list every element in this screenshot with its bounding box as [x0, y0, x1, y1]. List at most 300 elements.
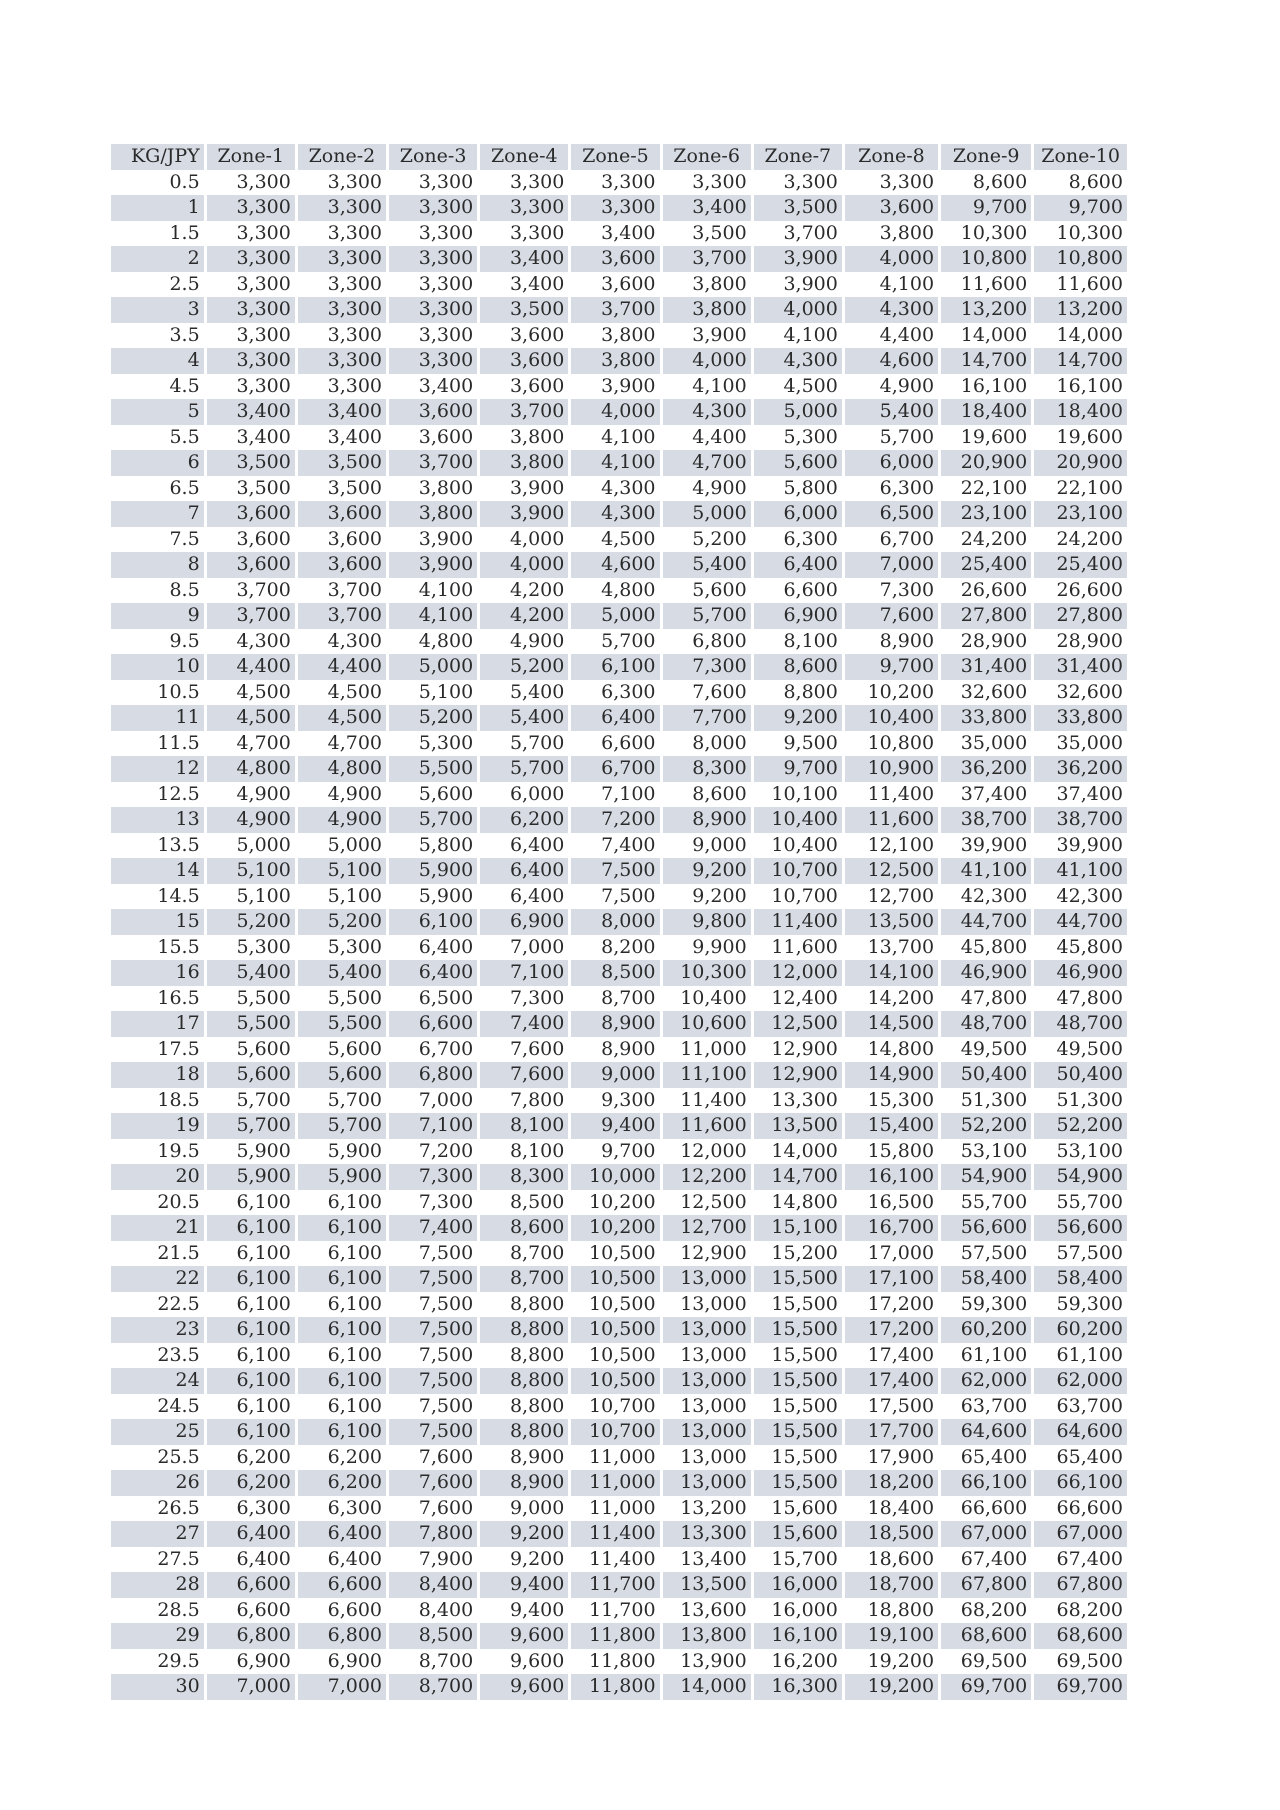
weight-cell: 9 — [111, 603, 205, 629]
rate-cell: 3,600 — [388, 399, 479, 425]
rate-cell: 38,700 — [940, 807, 1033, 833]
rate-cell: 9,300 — [570, 1088, 661, 1114]
rate-cell: 14,000 — [1033, 323, 1127, 349]
rate-cell: 8,900 — [479, 1470, 570, 1496]
rate-cell: 35,000 — [940, 731, 1033, 757]
rate-cell: 4,300 — [296, 629, 387, 655]
table-row — [111, 501, 1127, 527]
table-row — [111, 195, 1127, 221]
rate-cell: 4,100 — [570, 450, 661, 476]
rate-cell: 13,000 — [661, 1368, 752, 1394]
rate-cell: 8,700 — [479, 1241, 570, 1267]
rate-cell: 9,600 — [479, 1623, 570, 1649]
rate-cell: 4,300 — [570, 501, 661, 527]
weight-cell: 18 — [111, 1062, 205, 1088]
rate-cell: 4,500 — [296, 705, 387, 731]
weight-cell: 27 — [111, 1521, 205, 1547]
rate-cell: 59,300 — [1033, 1292, 1127, 1318]
rate-cell: 6,200 — [205, 1445, 296, 1471]
rate-cell: 3,300 — [296, 348, 387, 374]
rate-cell: 12,900 — [752, 1062, 843, 1088]
rate-cell: 67,400 — [1033, 1547, 1127, 1573]
rate-cell: 8,700 — [479, 1266, 570, 1292]
rate-cell: 8,800 — [479, 1317, 570, 1343]
rate-cell: 4,100 — [661, 374, 752, 400]
rate-cell: 3,600 — [388, 425, 479, 451]
table-row — [111, 960, 1127, 986]
rate-cell: 49,500 — [940, 1037, 1033, 1063]
rate-cell: 3,900 — [661, 323, 752, 349]
rate-cell: 18,400 — [940, 399, 1033, 425]
rate-cell: 45,800 — [940, 935, 1033, 961]
header-zone-6: Zone-6 — [661, 144, 752, 170]
rate-cell: 68,200 — [1033, 1598, 1127, 1624]
rate-cell: 4,800 — [205, 756, 296, 782]
rate-cell: 3,300 — [296, 374, 387, 400]
rate-cell: 3,700 — [205, 603, 296, 629]
rate-cell: 7,300 — [843, 578, 939, 604]
rate-cell: 13,200 — [1033, 297, 1127, 323]
weight-cell: 7 — [111, 501, 205, 527]
rate-cell: 6,400 — [296, 1521, 387, 1547]
rate-cell: 5,700 — [205, 1113, 296, 1139]
rate-cell: 7,200 — [388, 1139, 479, 1165]
rate-cell: 12,500 — [843, 858, 939, 884]
rate-cell: 5,200 — [205, 909, 296, 935]
rate-cell: 67,400 — [940, 1547, 1033, 1573]
rate-cell: 8,800 — [479, 1292, 570, 1318]
rate-cell: 45,800 — [1033, 935, 1127, 961]
rate-cell: 10,700 — [570, 1394, 661, 1420]
rate-cell: 14,800 — [752, 1190, 843, 1216]
rate-cell: 4,300 — [661, 399, 752, 425]
table-row — [111, 1521, 1127, 1547]
rate-cell: 19,200 — [843, 1674, 939, 1700]
rate-cell: 4,400 — [296, 654, 387, 680]
rate-cell: 3,300 — [205, 297, 296, 323]
rate-cell: 69,500 — [940, 1649, 1033, 1675]
rate-cell: 11,100 — [661, 1062, 752, 1088]
weight-cell: 12 — [111, 756, 205, 782]
rate-cell: 11,600 — [940, 272, 1033, 298]
rate-cell: 7,600 — [388, 1445, 479, 1471]
header-zone-1: Zone-1 — [205, 144, 296, 170]
rate-cell: 6,300 — [843, 476, 939, 502]
rate-cell: 7,500 — [388, 1343, 479, 1369]
weight-cell: 14 — [111, 858, 205, 884]
rate-cell: 3,300 — [205, 170, 296, 196]
rate-cell: 6,100 — [205, 1266, 296, 1292]
rate-cell: 6,400 — [479, 884, 570, 910]
rate-cell: 4,500 — [205, 705, 296, 731]
rate-cell: 27,800 — [940, 603, 1033, 629]
rate-cell: 53,100 — [1033, 1139, 1127, 1165]
rate-cell: 12,500 — [661, 1190, 752, 1216]
rate-cell: 10,800 — [1033, 246, 1127, 272]
rate-cell: 9,700 — [752, 756, 843, 782]
rate-cell: 6,100 — [205, 1368, 296, 1394]
rate-cell: 18,700 — [843, 1572, 939, 1598]
rate-cell: 9,900 — [661, 935, 752, 961]
rate-cell: 12,900 — [661, 1241, 752, 1267]
rate-cell: 19,200 — [843, 1649, 939, 1675]
rate-cell: 9,200 — [479, 1547, 570, 1573]
weight-cell: 7.5 — [169, 527, 200, 550]
rate-cell: 44,700 — [940, 909, 1033, 935]
rate-cell: 13,000 — [661, 1470, 752, 1496]
rate-cell: 7,100 — [388, 1113, 479, 1139]
rate-cell: 9,000 — [479, 1496, 570, 1522]
rate-cell: 4,900 — [661, 476, 752, 502]
rate-cell: 62,000 — [940, 1368, 1033, 1394]
rate-cell: 3,400 — [205, 425, 296, 451]
rate-cell: 8,800 — [479, 1419, 570, 1445]
rate-cell: 7,500 — [570, 884, 661, 910]
rate-cell: 8,100 — [479, 1113, 570, 1139]
weight-cell: 5 — [111, 399, 205, 425]
rate-cell: 4,000 — [479, 552, 570, 578]
rate-cell: 7,600 — [843, 603, 939, 629]
rate-cell: 3,300 — [388, 246, 479, 272]
rate-cell: 5,600 — [296, 1062, 387, 1088]
table-row — [111, 399, 1127, 425]
rate-cell: 3,700 — [205, 578, 296, 604]
weight-cell: 16.5 — [157, 986, 200, 1009]
rate-cell: 3,900 — [752, 246, 843, 272]
rate-cell: 4,000 — [479, 527, 570, 553]
rate-cell: 15,100 — [752, 1215, 843, 1241]
rate-cell: 4,700 — [296, 731, 387, 757]
rate-cell: 24,200 — [1033, 527, 1127, 553]
rate-cell: 5,800 — [388, 833, 479, 859]
rate-cell: 64,600 — [940, 1419, 1033, 1445]
rate-cell: 18,600 — [843, 1547, 939, 1573]
rate-cell: 6,800 — [388, 1062, 479, 1088]
weight-cell: 11.5 — [157, 731, 200, 754]
rate-cell: 8,800 — [479, 1343, 570, 1369]
rate-cell: 68,600 — [940, 1623, 1033, 1649]
rate-cell: 7,300 — [661, 654, 752, 680]
rate-cell: 6,600 — [205, 1572, 296, 1598]
rate-cell: 6,100 — [296, 1419, 387, 1445]
rate-cell: 4,300 — [752, 348, 843, 374]
rate-cell: 8,000 — [570, 909, 661, 935]
rate-cell: 37,400 — [1033, 782, 1127, 808]
rate-cell: 3,300 — [388, 272, 479, 298]
rate-cell: 6,600 — [296, 1598, 387, 1624]
rate-cell: 15,800 — [843, 1139, 939, 1165]
rate-cell: 6,300 — [205, 1496, 296, 1522]
rate-cell: 46,900 — [940, 960, 1033, 986]
rate-cell: 4,300 — [205, 629, 296, 655]
rate-cell: 4,900 — [296, 782, 387, 808]
rate-cell: 3,700 — [752, 221, 843, 247]
rate-cell: 7,500 — [388, 1317, 479, 1343]
rate-cell: 66,100 — [1033, 1470, 1127, 1496]
table-row — [111, 348, 1127, 374]
rate-cell: 14,000 — [752, 1139, 843, 1165]
rate-cell: 6,400 — [205, 1547, 296, 1573]
rate-cell: 11,000 — [570, 1496, 661, 1522]
table-row — [111, 1164, 1127, 1190]
weight-cell: 12.5 — [157, 782, 200, 805]
header-zone-7: Zone-7 — [752, 144, 843, 170]
rate-cell: 3,300 — [205, 348, 296, 374]
rate-cell: 15,500 — [752, 1317, 843, 1343]
weight-cell: 9.5 — [169, 629, 200, 652]
rate-cell: 32,600 — [940, 680, 1033, 706]
rate-cell: 3,800 — [388, 476, 479, 502]
rate-cell: 5,400 — [479, 705, 570, 731]
rate-cell: 5,400 — [479, 680, 570, 706]
rate-cell: 7,600 — [479, 1062, 570, 1088]
rate-cell: 6,100 — [296, 1266, 387, 1292]
rate-cell: 13,500 — [661, 1572, 752, 1598]
rate-cell: 13,400 — [661, 1547, 752, 1573]
rate-cell: 4,300 — [570, 476, 661, 502]
rate-cell: 9,700 — [570, 1139, 661, 1165]
table-row — [111, 374, 1127, 400]
rate-cell: 5,500 — [205, 986, 296, 1012]
table-row — [111, 1088, 1127, 1114]
rate-cell: 18,500 — [843, 1521, 939, 1547]
rate-cell: 51,300 — [1033, 1088, 1127, 1114]
rate-cell: 5,100 — [205, 858, 296, 884]
weight-cell: 2.5 — [169, 272, 200, 295]
rate-cell: 6,400 — [752, 552, 843, 578]
rate-cell: 10,500 — [570, 1266, 661, 1292]
rate-cell: 3,400 — [479, 246, 570, 272]
weight-cell: 3.5 — [169, 323, 200, 346]
table-row — [111, 323, 1127, 349]
rate-cell: 61,100 — [1033, 1343, 1127, 1369]
rate-cell: 5,900 — [205, 1139, 296, 1165]
rate-cell: 4,600 — [843, 348, 939, 374]
rate-cell: 15,300 — [843, 1088, 939, 1114]
table-row — [111, 680, 1127, 706]
rate-cell: 25,400 — [1033, 552, 1127, 578]
rate-cell: 67,800 — [940, 1572, 1033, 1598]
rate-cell: 46,900 — [1033, 960, 1127, 986]
table-row — [111, 1343, 1127, 1369]
rate-cell: 8,700 — [570, 986, 661, 1012]
weight-cell: 11 — [111, 705, 205, 731]
rate-cell: 8,600 — [479, 1215, 570, 1241]
rate-cell: 4,900 — [205, 807, 296, 833]
weight-cell: 15 — [111, 909, 205, 935]
rate-cell: 3,700 — [479, 399, 570, 425]
rate-cell: 5,400 — [843, 399, 939, 425]
table-row — [111, 1623, 1127, 1649]
weight-cell: 21 — [111, 1215, 205, 1241]
table-row — [111, 1139, 1127, 1165]
table-row — [111, 1292, 1127, 1318]
rate-cell: 13,000 — [661, 1394, 752, 1420]
rate-cell: 6,900 — [296, 1649, 387, 1675]
rate-cell: 6,200 — [296, 1445, 387, 1471]
rate-cell: 5,200 — [479, 654, 570, 680]
rate-cell: 3,900 — [479, 501, 570, 527]
rate-cell: 3,400 — [661, 195, 752, 221]
rate-cell: 31,400 — [940, 654, 1033, 680]
rate-cell: 9,700 — [843, 654, 939, 680]
rate-cell: 10,200 — [843, 680, 939, 706]
rate-cell: 7,200 — [570, 807, 661, 833]
rate-cell: 6,600 — [205, 1598, 296, 1624]
weight-cell: 6 — [111, 450, 205, 476]
rate-cell: 5,600 — [205, 1037, 296, 1063]
rate-cell: 9,500 — [752, 731, 843, 757]
rate-cell: 8,800 — [479, 1394, 570, 1420]
weight-cell: 26 — [111, 1470, 205, 1496]
weight-cell: 22 — [111, 1266, 205, 1292]
rate-cell: 49,500 — [1033, 1037, 1127, 1063]
rate-cell: 8,100 — [479, 1139, 570, 1165]
rate-cell: 10,900 — [843, 756, 939, 782]
rate-cell: 3,300 — [388, 195, 479, 221]
rate-cell: 10,500 — [570, 1343, 661, 1369]
rate-cell: 9,200 — [661, 884, 752, 910]
weight-cell: 4.5 — [169, 374, 200, 397]
rate-cell: 11,600 — [752, 935, 843, 961]
rate-cell: 3,700 — [388, 450, 479, 476]
rate-cell: 5,900 — [388, 884, 479, 910]
rate-cell: 23,100 — [1033, 501, 1127, 527]
rate-cell: 14,700 — [940, 348, 1033, 374]
rate-cell: 59,300 — [940, 1292, 1033, 1318]
rate-cell: 11,000 — [570, 1470, 661, 1496]
rate-cell: 17,500 — [843, 1394, 939, 1420]
rate-cell: 6,100 — [570, 654, 661, 680]
rate-cell: 5,600 — [296, 1037, 387, 1063]
rate-cell: 3,300 — [570, 195, 661, 221]
rate-cell: 13,000 — [661, 1445, 752, 1471]
rate-cell: 4,500 — [296, 680, 387, 706]
rate-cell: 61,100 — [940, 1343, 1033, 1369]
rate-cell: 9,400 — [570, 1113, 661, 1139]
rate-cell: 10,500 — [570, 1292, 661, 1318]
rate-cell: 13,200 — [661, 1496, 752, 1522]
rate-cell: 3,600 — [296, 527, 387, 553]
rate-cell: 54,900 — [1033, 1164, 1127, 1190]
rate-cell: 47,800 — [1033, 986, 1127, 1012]
weight-cell: 26.5 — [157, 1496, 200, 1519]
rate-cell: 6,300 — [570, 680, 661, 706]
rate-cell: 5,900 — [296, 1139, 387, 1165]
rate-cell: 41,100 — [940, 858, 1033, 884]
rate-cell: 5,700 — [479, 756, 570, 782]
rate-cell: 55,700 — [1033, 1190, 1127, 1216]
rate-cell: 3,300 — [388, 348, 479, 374]
rate-cell: 6,700 — [570, 756, 661, 782]
rate-cell: 13,300 — [752, 1088, 843, 1114]
rate-cell: 9,700 — [940, 195, 1033, 221]
rate-cell: 7,900 — [388, 1547, 479, 1573]
table-row — [111, 425, 1127, 451]
rate-cell: 7,700 — [661, 705, 752, 731]
rate-cell: 15,700 — [752, 1547, 843, 1573]
rate-cell: 27,800 — [1033, 603, 1127, 629]
rate-cell: 5,000 — [752, 399, 843, 425]
rate-cell: 3,900 — [388, 552, 479, 578]
rate-cell: 17,400 — [843, 1368, 939, 1394]
rate-cell: 53,100 — [940, 1139, 1033, 1165]
rate-cell: 3,300 — [205, 246, 296, 272]
rate-cell: 28,900 — [1033, 629, 1127, 655]
rate-cell: 15,500 — [752, 1343, 843, 1369]
rate-cell: 17,100 — [843, 1266, 939, 1292]
rate-cell: 10,800 — [940, 246, 1033, 272]
rate-cell: 16,100 — [1033, 374, 1127, 400]
rate-cell: 55,700 — [940, 1190, 1033, 1216]
rate-cell: 6,400 — [388, 960, 479, 986]
weight-cell: 27.5 — [157, 1547, 200, 1570]
weight-cell: 13.5 — [157, 833, 200, 856]
rate-cell: 60,200 — [1033, 1317, 1127, 1343]
rate-cell: 6,400 — [479, 858, 570, 884]
rate-cell: 7,500 — [388, 1292, 479, 1318]
rate-cell: 5,200 — [296, 909, 387, 935]
rate-cell: 41,100 — [1033, 858, 1127, 884]
rate-cell: 16,100 — [940, 374, 1033, 400]
rate-cell: 3,600 — [296, 552, 387, 578]
rate-cell: 10,400 — [752, 807, 843, 833]
rate-cell: 5,700 — [661, 603, 752, 629]
weight-cell: 8 — [111, 552, 205, 578]
rate-cell: 58,400 — [940, 1266, 1033, 1292]
rate-cell: 3,700 — [570, 297, 661, 323]
rate-cell: 4,000 — [570, 399, 661, 425]
weight-cell: 3 — [111, 297, 205, 323]
rate-cell: 15,500 — [752, 1266, 843, 1292]
rate-cell: 16,000 — [752, 1598, 843, 1624]
table-row — [111, 1368, 1127, 1394]
rate-cell: 19,600 — [940, 425, 1033, 451]
rate-cell: 7,000 — [479, 935, 570, 961]
table-row — [111, 476, 1127, 502]
rate-cell: 16,500 — [843, 1190, 939, 1216]
weight-cell: 23 — [111, 1317, 205, 1343]
rate-cell: 8,900 — [570, 1037, 661, 1063]
rate-cell: 6,100 — [205, 1241, 296, 1267]
rate-cell: 67,000 — [940, 1521, 1033, 1547]
rate-cell: 5,600 — [388, 782, 479, 808]
weight-cell: 6.5 — [169, 476, 200, 499]
table-row — [111, 170, 1127, 196]
rate-cell: 7,500 — [388, 1394, 479, 1420]
header-weight-unit: KG/JPY — [111, 144, 205, 170]
rate-cell: 4,800 — [388, 629, 479, 655]
rate-cell: 42,300 — [940, 884, 1033, 910]
rate-cell: 8,800 — [752, 680, 843, 706]
rate-cell: 13,000 — [661, 1266, 752, 1292]
rate-cell: 6,400 — [570, 705, 661, 731]
rate-cell: 10,300 — [1033, 221, 1127, 247]
rate-cell: 3,700 — [296, 578, 387, 604]
table-row — [111, 756, 1127, 782]
rate-cell: 54,900 — [940, 1164, 1033, 1190]
rate-cell: 3,400 — [296, 425, 387, 451]
rate-cell: 3,300 — [205, 195, 296, 221]
rate-cell: 6,900 — [479, 909, 570, 935]
table-row — [111, 552, 1127, 578]
rate-cell: 3,300 — [205, 374, 296, 400]
rate-cell: 12,500 — [752, 1011, 843, 1037]
rate-cell: 8,900 — [843, 629, 939, 655]
rate-cell: 69,500 — [1033, 1649, 1127, 1675]
rate-cell: 11,400 — [661, 1088, 752, 1114]
rate-cell: 5,200 — [388, 705, 479, 731]
